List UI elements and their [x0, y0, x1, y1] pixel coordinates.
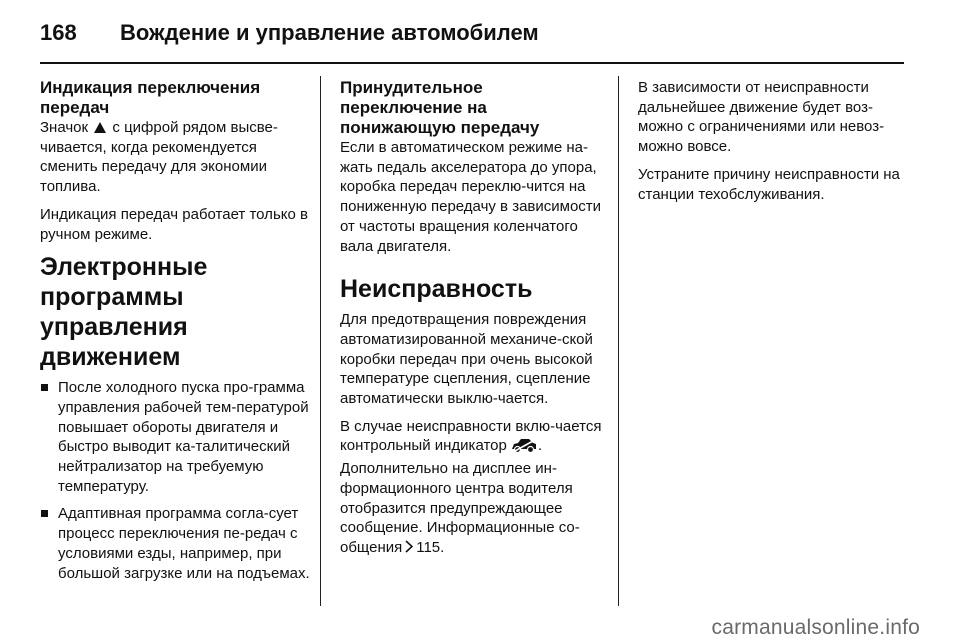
programs-list: [40, 378, 312, 583]
gear-indication-text: [40, 118, 312, 197]
column-left: [40, 78, 312, 591]
column-divider-2: [618, 76, 619, 606]
warning-text-b: . Дополнительно на дисплее ин-формационного центра водителя отобразится предупреждающее сообщение. Информационные со-общения: [340, 437, 580, 556]
header-divider: [40, 62, 904, 64]
gear-indication-heading: Индикация переключения передач: [40, 78, 261, 117]
page-title: Вождение и управление автомобилем: [120, 20, 539, 45]
kickdown-heading: Принудительное переключение на понижающую передачу: [340, 78, 540, 137]
bullet-square-icon: [41, 384, 48, 391]
service-advice-text: Устраните причину неисправности на станции техобслуживания.: [638, 165, 900, 203]
column-divider-1: [320, 76, 321, 606]
gear-indication-text-a: Значок: [40, 119, 89, 136]
page-number: 168: [40, 20, 77, 45]
list-item-text: Адаптивная программа согла-сует процесс переключения пе-редач с условиями езды, например, при большой загрузке или на подъемах.: [58, 505, 310, 582]
watermark: carmanualsonline.info: [711, 616, 920, 639]
reference-page: 115.: [416, 538, 445, 556]
list-item: [40, 504, 312, 583]
gear-indication-text-b: с цифрой рядом высве-чивается, когда рекомендуется сменить передачу для экономии топлива.: [40, 119, 278, 196]
further-driving-text: В зависимости от неисправности дальнейшее движение будет воз-можно с ограничениями или невоз-можно вовсе.: [638, 79, 885, 156]
column-middle: [340, 78, 602, 567]
manual-mode-note: Индикация передач работает только в ручном режиме.: [40, 205, 308, 243]
page-reference-icon: [405, 539, 413, 559]
car-warning-icon: [511, 438, 537, 459]
electronic-programs-heading: Электронные программы управления движением: [40, 253, 208, 372]
page-header: [40, 14, 904, 56]
bullet-square-icon: [41, 510, 48, 517]
kickdown-text: Если в автоматическом режиме на-жать педаль акселератора до упора, коробка передач переклю-чится на пониженную передачу в зависимости от частоты вращения коленчатого вала двигателя.: [340, 139, 602, 255]
malfunction-text: Для предотвращения повреждения автоматизированной механиче-ской коробки передач при очень высокой температуре сцепления, сцепление автоматически выклю-чается.: [340, 311, 593, 408]
warning-indicator-text: [340, 417, 602, 559]
list-item: [40, 378, 312, 496]
column-right: [638, 78, 906, 212]
warning-text-a: В случае неисправности вклю-чается контрольный индикатор: [340, 417, 602, 455]
list-item-text: После холодного пуска про-грамма управления рабочей тем-пературой повышает обороты двигателя и быстро выводит ка-талитический нейтрализатор на требуемую температуру.: [58, 379, 309, 495]
upshift-triangle-icon: [94, 122, 106, 133]
malfunction-heading: Неисправность: [340, 275, 533, 304]
